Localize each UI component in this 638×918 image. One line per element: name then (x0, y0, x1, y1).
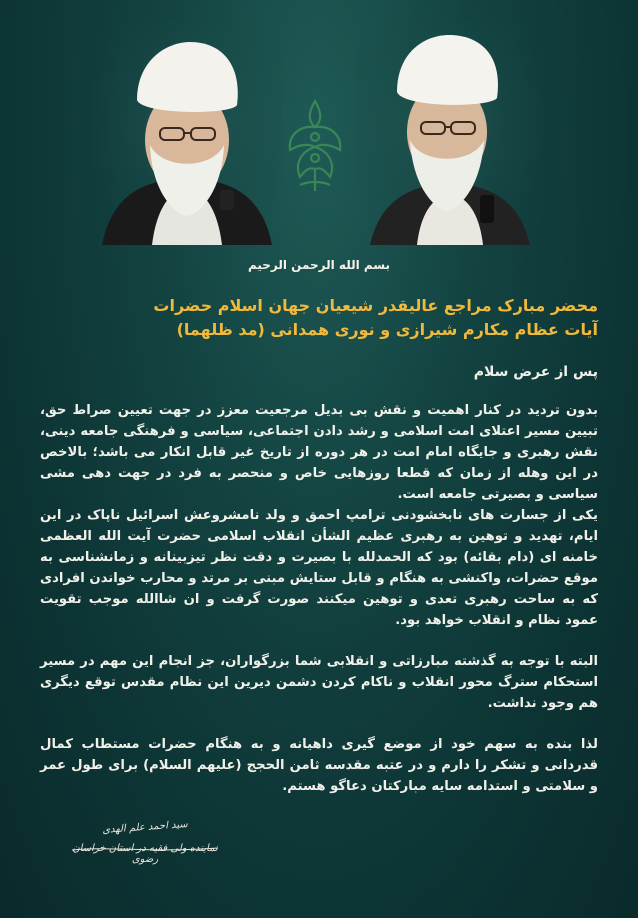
paragraph-3: البته با توجه به گذشته مبارزاتی و انقلابی شما بزرگواران، جز انجام این مهم در مسیر استحکام سترگ محور انقلاب و ناکام کردن دشمن دیرین این نظام مقدس توقع دیگری هم وجود نداشت. (40, 654, 598, 711)
cleric-portrait-icon (92, 20, 282, 245)
signature-title: نماینده ولی فقیه در استان خراسان رضوی (72, 843, 218, 865)
signature-flourish-icon (70, 844, 220, 854)
paragraph-2: یکی از جسارت های نابخشودنی ترامپ احمق و ولد نامشروعش اسرائیل ناپاک در این ایام، تهدید و توهین به رهبری عظیم الشأن انقلاب اسلامی حضرت آیت الله العظمی خامنه ای (دام بقائه) بود که الحمدلله با بصیرت و دقت نظر تیزبینانه و زمانشناسی به موقع حضرات، واکنشی به هنگام و قابل ستایش مبنی بر مرتد و محارب خواندن افرادی که به ساحت رهبری تعدی و توهین میکنند صورت گرفت و ان شاالله موجب تقویت عمود نظام و انقلاب خواهد بود. (40, 508, 598, 628)
signature-block (60, 819, 230, 882)
floral-emblem (270, 95, 360, 195)
heading-line-2: آیات عظام مکارم شیرازی و نوری همدانی (مد ظلهما) (176, 320, 598, 339)
floral-emblem-icon (270, 95, 360, 195)
cleric-portrait-icon (355, 20, 545, 245)
basmala: بسم الله الرحمن الرحیم (247, 258, 391, 272)
letter-heading (40, 294, 598, 342)
portrait-right (355, 20, 545, 245)
portrait-left (92, 20, 282, 245)
signature-name: سید احمد علم الهدی (101, 819, 189, 836)
paragraph-4: لذا بنده به سهم خود از موضع گیری داهیانه و به هنگام حضرات مستطاب کمال قدردانی و تشکر را دارم و در عتبه مقدسه ثامن الحجج (علیهم السلام) برای طول عمر و سلامتی و استدامه سایه مبارکتان دعاگو هستم. (40, 737, 598, 794)
heading-line-1: محضر مبارک مراجع عالیقدر شیعیان جهان اسلام حضرات (153, 296, 598, 315)
paragraph-1: بدون تردید در کنار اهمیت و نقش بی بدیل مرجعیت معزز در جهت تعیین صراط حق، تبیین مسیر اعتلای امت اسلامی و رشد دادن اجتماعی، سیاسی و فرهنگی جامعه دینی، نقش رهبری و جایگاه امام امت در هر دوره از تاریخ غیر قابل انکار می باشد؛ بالاخص در این وهله از زمان که قطعا روزهایی خاص و منحصر به فرد در جهت دهی مشی سیاسی و بصیرتی جامعه است. (40, 403, 598, 502)
letter-body (40, 258, 598, 797)
greeting: پس از عرض سلام (473, 364, 598, 380)
